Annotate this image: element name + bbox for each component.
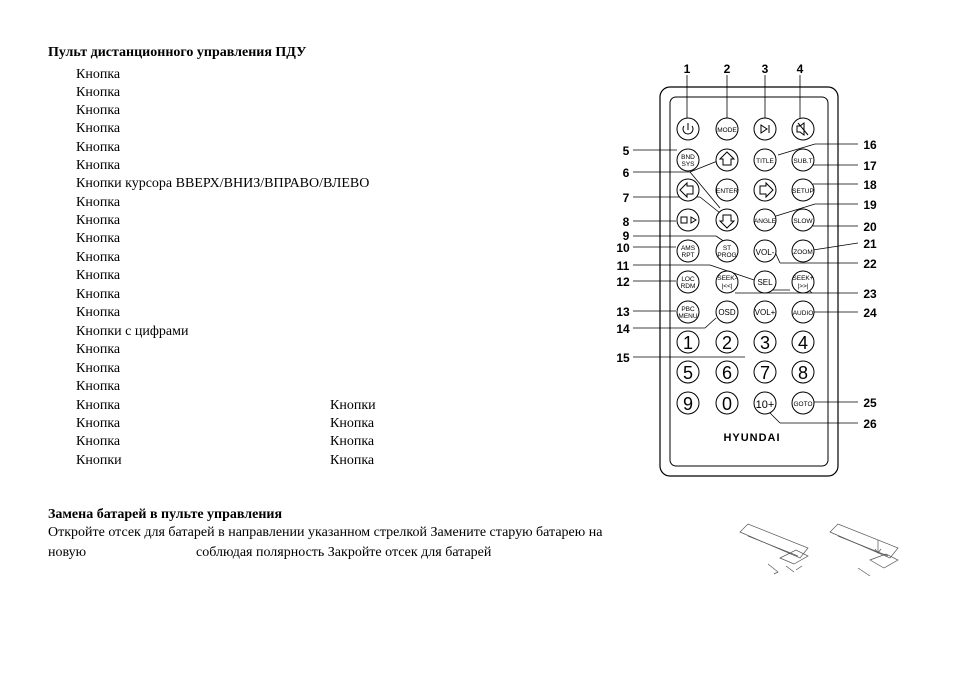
vol-plus-label: VOL+: [754, 308, 776, 317]
callout-7: 7: [622, 191, 630, 205]
seek-minus-icon: |<<|: [721, 283, 733, 290]
list-item: Кнопка: [76, 268, 121, 283]
list-item: Кнопка: [330, 434, 375, 449]
section-title-remote: Пульт дистанционного управления ПДУ: [48, 45, 307, 60]
list-item: Кнопки: [76, 453, 122, 468]
callout-21: 21: [863, 237, 877, 251]
callout-1: 1: [683, 62, 691, 76]
osd-button-label: OSD: [718, 308, 736, 317]
seek-minus-label: SEEK-: [717, 275, 737, 282]
bnd-sys-label: BND: [681, 154, 695, 161]
list-item: Кнопка: [76, 195, 121, 210]
callout-11: 11: [616, 259, 630, 273]
bnd-sys-label: SYS: [681, 161, 695, 168]
battery-instructions-line2a: новую: [48, 545, 87, 560]
st-prog-label: PROG: [717, 252, 737, 259]
list-item: Кнопка: [76, 398, 121, 413]
seek-plus-icon: |>>|: [797, 283, 809, 290]
battery-instructions-line2b: соблюдая полярность Закройте отсек для батарей: [196, 545, 492, 560]
digit-5: 5: [682, 363, 694, 383]
callout-16: 16: [863, 138, 877, 152]
list-item: Кнопка: [76, 231, 121, 246]
digit-0: 0: [721, 394, 733, 414]
callout-10: 10: [616, 241, 630, 255]
callout-22: 22: [863, 257, 877, 271]
callout-13: 13: [616, 305, 630, 319]
digit-4: 4: [797, 333, 809, 353]
digit-8: 8: [797, 363, 809, 383]
callout-18: 18: [863, 178, 877, 192]
callout-26: 26: [863, 417, 877, 431]
list-item: Кнопка: [76, 379, 121, 394]
slow-button-label: SLOW: [793, 218, 813, 225]
setup-button-label: SETUP: [792, 188, 814, 195]
list-item: Кнопка: [76, 416, 121, 431]
seek-plus-label: SEEK+: [792, 275, 814, 282]
list-item: Кнопка: [330, 416, 375, 431]
subt-button-label: SUB.T: [793, 158, 813, 165]
audio-button-label: AUDIO: [792, 310, 814, 317]
callout-15: 15: [616, 351, 630, 365]
angle-button-label: ANGLE: [753, 218, 777, 225]
ten-plus-label: 10+: [755, 399, 775, 411]
loc-rdm-label: RDM: [680, 283, 696, 290]
digit-2: 2: [721, 333, 733, 353]
callout-23: 23: [863, 287, 877, 301]
callout-9: 9: [622, 229, 630, 243]
pbc-menu-label: PBC: [681, 306, 695, 313]
goto-button-label: GOTO: [793, 401, 813, 408]
list-item: Кнопка: [76, 103, 121, 118]
zoom-button-label: ZOOM: [793, 249, 813, 256]
list-item: Кнопка: [76, 67, 121, 82]
digit-9: 9: [682, 394, 694, 414]
list-item: Кнопка: [76, 213, 121, 228]
callout-20: 20: [863, 220, 877, 234]
callout-24: 24: [863, 306, 877, 320]
list-item: Кнопка: [76, 342, 121, 357]
enter-button-label: ENTER: [715, 188, 739, 195]
remote-diagram: [612, 56, 882, 481]
list-item: Кнопки: [330, 398, 376, 413]
list-item: Кнопка: [76, 250, 121, 265]
ams-rpt-label: RPT: [681, 252, 695, 259]
digit-1: 1: [682, 333, 694, 353]
brand-logo: HYUNDAI: [723, 432, 781, 444]
pbc-menu-label: MENU: [678, 313, 698, 320]
callout-19: 19: [863, 198, 877, 212]
list-item: Кнопка: [76, 434, 121, 449]
section-title-battery: Замена батарей в пульте управления: [48, 507, 283, 522]
callout-5: 5: [622, 144, 630, 158]
battery-instructions-line1: Откройте отсек для батарей в направлении указанном стрелкой Замените старую батарею на: [48, 525, 603, 540]
list-item: Кнопка: [76, 305, 121, 320]
list-item: Кнопка: [76, 140, 121, 155]
loc-rdm-label: LOC: [681, 276, 695, 283]
battery-diagram: [738, 518, 908, 590]
callout-8: 8: [622, 215, 630, 229]
callout-12: 12: [616, 275, 630, 289]
list-item: Кнопка: [76, 361, 121, 376]
callout-3: 3: [761, 62, 769, 76]
list-item: Кнопка: [76, 121, 121, 136]
callout-25: 25: [863, 396, 877, 410]
mode-button-label: MODE: [717, 127, 737, 134]
digit-7: 7: [759, 363, 771, 383]
title-button-label: TITLE: [756, 158, 774, 165]
st-prog-label: ST: [722, 245, 732, 252]
callout-2: 2: [723, 62, 731, 76]
list-item: Кнопка: [76, 85, 121, 100]
ams-rpt-label: AMS: [680, 245, 696, 252]
digit-3: 3: [759, 333, 771, 353]
callout-14: 14: [616, 322, 630, 336]
callout-17: 17: [863, 159, 877, 173]
sel-button-label: SEL: [757, 278, 773, 287]
list-item: Кнопка: [76, 287, 121, 302]
digit-6: 6: [721, 363, 733, 383]
callout-4: 4: [796, 62, 804, 76]
list-item: Кнопки с цифрами: [76, 324, 189, 339]
callout-6: 6: [622, 166, 630, 180]
list-item: Кнопка: [76, 158, 121, 173]
vol-minus-label: VOL-: [755, 248, 775, 257]
list-item: Кнопка: [330, 453, 375, 468]
list-item: Кнопки курсора ВВЕРХ/ВНИЗ/ВПРАВО/ВЛЕВО: [76, 176, 370, 191]
